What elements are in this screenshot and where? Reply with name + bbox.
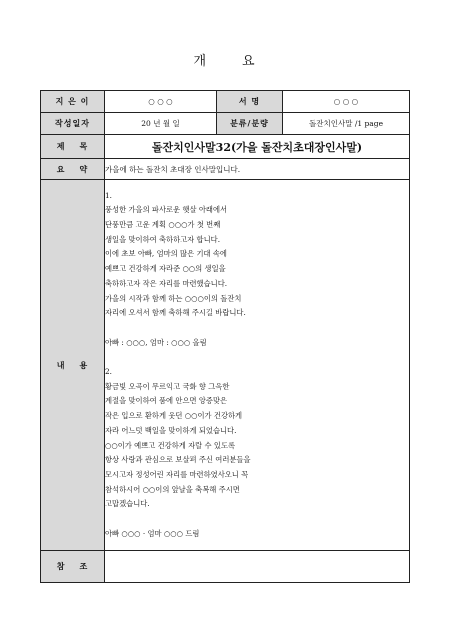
content-line: 참석하시어 ○○이의 앞날을 축복해 주시면 [105, 484, 240, 494]
summary-value[interactable]: 가을에 하는 돌잔치 초대장 인사말입니다. [105, 159, 410, 180]
summary-row [41, 159, 410, 180]
content-row [41, 180, 410, 551]
summary-label-char-1: 요 [56, 164, 66, 174]
document-title [0, 50, 450, 69]
content-body[interactable] [105, 180, 410, 551]
reference-label-char-2: 조 [79, 562, 89, 571]
subject-value[interactable]: 돌잔치인사말32(가을 돌잔치초대장인사말) [105, 135, 410, 159]
content-line: 계절을 맞이하여 품에 안으면 앙증맞은 [105, 396, 228, 406]
content-line: 항상 사랑과 관심으로 보살펴 주신 여러분들을 [105, 455, 251, 465]
content-line: 풍성한 가을의 파사로운 햇살 아래에서 [105, 205, 228, 215]
content-line: 자리에 오셔서 함께 축하해 주시길 바랍니다. [105, 308, 246, 318]
date-row [41, 113, 410, 135]
reference-row [41, 551, 410, 583]
content-part1 [105, 189, 409, 321]
content-signature-1: 아빠 : ○○○, 엄마 : ○○○ 올림 [105, 337, 207, 347]
category-label: 분류/분량 [217, 113, 283, 135]
title-char-1: 개 [193, 54, 208, 69]
content-line: 가을의 시작과 함께 하는 ○○○이의 돌잔치 [105, 293, 242, 303]
subject-row [41, 135, 410, 159]
category-value[interactable]: 돌잔치인사말 /1 page [283, 113, 410, 135]
content-label [41, 180, 105, 551]
content-line: 2. [105, 366, 112, 376]
date-label: 작성일자 [41, 113, 105, 135]
content-line: 작은 입으로 환하게 웃던 ○○이가 건강하게 [105, 411, 243, 421]
summary-label [41, 159, 105, 180]
content-signature-2: 아빠 ○○○ · 엄마 ○○○ 드림 [105, 528, 200, 538]
content-line: 모시고자 정성어린 자리를 마련하였사오니 꼭 [105, 469, 249, 479]
reference-value[interactable] [105, 551, 410, 583]
content-line: 예쁘고 건강하게 자라준 ○○의 생일을 [105, 264, 226, 274]
reference-label-char-1: 참 [56, 562, 66, 571]
signature-value[interactable]: ○ ○ ○ [283, 91, 410, 113]
reference-label [41, 551, 105, 583]
content-label-char-2: 용 [79, 360, 89, 370]
content-label-char-1: 내 [56, 360, 66, 370]
content-line: 황금빛 오곡이 무르익고 국화 향 그윽한 [105, 381, 230, 391]
author-value[interactable]: ○ ○ ○ [105, 91, 217, 113]
subject-label [41, 135, 105, 159]
signature-label: 서 명 [217, 91, 283, 113]
subject-label-char-1: 제 [56, 142, 66, 151]
author-label: 지 은 이 [41, 91, 105, 113]
overview-form-table [40, 90, 410, 583]
content-line: 이에 초보 아빠, 엄마의 많은 기대 속에 [105, 249, 227, 259]
subject-label-char-2: 목 [79, 142, 89, 151]
content-line: 축하하고자 작은 자리를 마련했습니다. [105, 278, 228, 288]
content-line: ○○이가 예쁘고 건강하게 자랄 수 있도록 [105, 440, 236, 450]
date-value[interactable]: 20 년 월 일 [105, 113, 217, 135]
content-line: 1. [105, 190, 112, 200]
author-row [41, 91, 410, 113]
summary-label-char-2: 약 [79, 164, 89, 174]
title-char-2: 요 [242, 54, 257, 69]
content-line: 고맙겠습니다. [105, 499, 150, 509]
content-line: 자라 어느덧 백일을 맞이하게 되었습니다. [105, 425, 237, 435]
content-line: 단풍만큼 고운 계획 ○○○가 첫 번째 [105, 219, 221, 229]
content-line: 생일을 맞이하여 축하하고자 합니다. [105, 234, 221, 244]
content-part2 [105, 365, 409, 512]
